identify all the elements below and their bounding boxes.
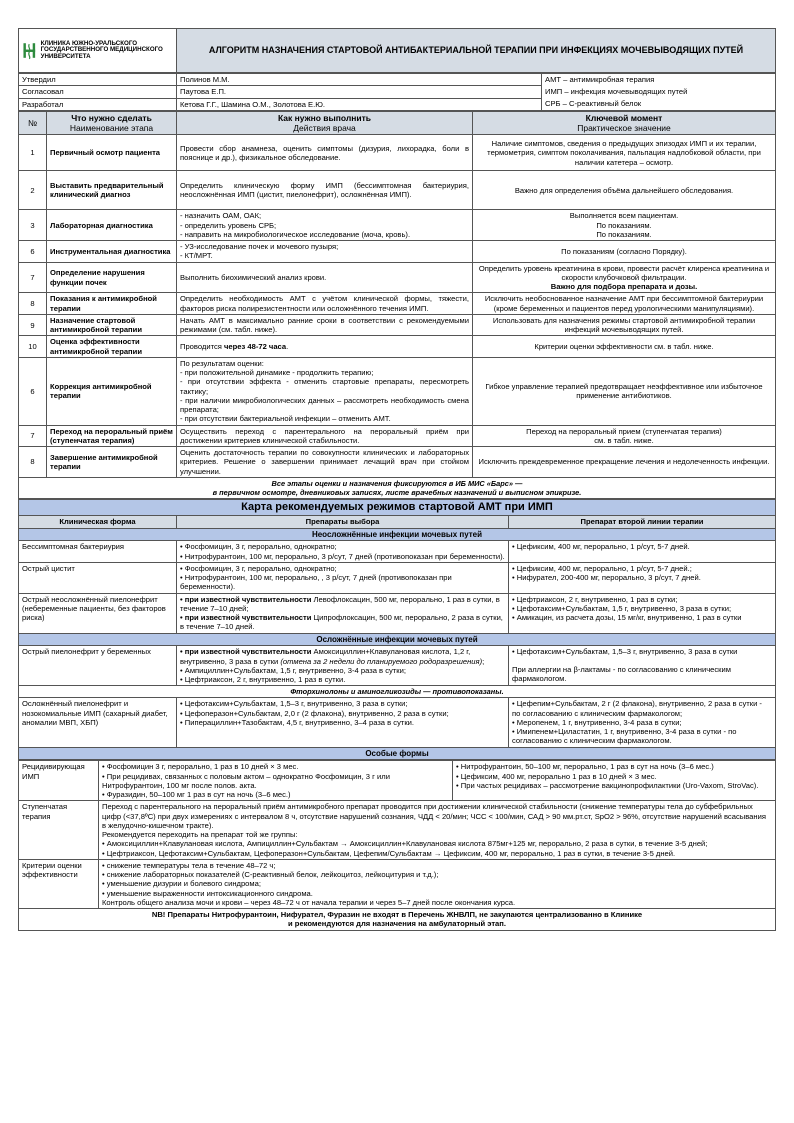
mis-note bbox=[19, 477, 776, 498]
step-action: Осуществить переход с парентерального на пероральный приём при достижении критериев клинической стабильности. bbox=[177, 425, 473, 447]
action-line: - назначить ОАМ, ОАК; bbox=[180, 211, 262, 221]
drug-condition: • при известной чувствительности bbox=[180, 613, 312, 623]
drug-line: • Имипенем+Циластатин, 1 г, внутривенно, 3-4 раза в сутки - по согласованию с клиническим фармакологом. bbox=[512, 727, 737, 746]
card-col-secondary: Препарат второй линии терапии bbox=[509, 516, 776, 528]
drug-condition: • при известной чувствительности bbox=[180, 647, 312, 657]
logo-cell bbox=[19, 29, 177, 73]
text-line: Рекомендуется переходить на препарат той же группы: bbox=[102, 830, 298, 840]
key-line: Выполняется всем пациентам. bbox=[569, 211, 679, 221]
drug-line: • При рецидивах, связанных с половым актом – однократно Фосфомицин, 3 г или Нитрофурантоин, 100 мг после полов. акта. bbox=[102, 771, 390, 790]
nb-line: и рекомендуются для назначения на амбулаторный этап. bbox=[288, 919, 506, 929]
col-step-title: Что нужно сделать bbox=[71, 112, 152, 123]
step-key: Гибкое управление терапией предотвращает неэффективное или избыточное применение антибиотиков. bbox=[473, 357, 776, 425]
table-row bbox=[19, 541, 776, 563]
action-line: - направить на микробиологическое исследование (моча, кровь). bbox=[180, 229, 411, 239]
step-key: Критерии оценки эффективности см. в табл. ниже. bbox=[473, 336, 776, 358]
step-name: Оценка эффективности антимикробной терапии bbox=[47, 336, 177, 358]
drug-line: • Нитрофурантоин, 50–100 мг, перорально, 1 раз в сут на ночь (3–6 мес.) bbox=[456, 762, 714, 772]
step-action bbox=[177, 241, 473, 263]
meta-value: Полинов М.М. bbox=[177, 74, 542, 86]
drug-line: • Цефотаксим+Сульбактам, 1,5–3 г, внутривенно, 3 раза в сутки bbox=[512, 647, 738, 657]
step-action: Определить клиническую форму ИМП (бессимптомная бактериурия, неосложнённая ИМП (цистит, пиелонефрит), осложнённая ИМП). bbox=[177, 171, 473, 210]
table-row bbox=[19, 262, 776, 293]
drug-text: Амоксициллин+Клавулановая кислота, 1,2 г, внутривенно, 3 раза в сутки bbox=[180, 647, 471, 666]
step-number: 6 bbox=[19, 357, 47, 425]
meta-label: Согласовал bbox=[19, 86, 177, 98]
drug-line: • Цефотаксим+Сульбактам, 1,5 г, внутривенно, 3 раза в сутки; bbox=[512, 603, 732, 613]
clinical-form: Острый неосложнённый пиелонефрит (небеременные пациенты, без факторов риска) bbox=[19, 593, 177, 633]
action-line: - при отсутствии эффекта - отменить стартовые препараты, пересмотреть тактику; bbox=[180, 377, 469, 396]
page-title: АЛГОРИТМ НАЗНАЧЕНИЯ СТАРТОВОЙ АНТИБАКТЕРИАЛЬНОЙ ТЕРАПИИ ПРИ ИНФЕКЦИЯХ МОЧЕВЫВОДЯЩИХ ПУТЕЙ bbox=[177, 29, 776, 73]
drug-line: • Нитрофурантоин, 100 мг, перорально, 3 р/сут, 7 дней (противопоказан при беременности). bbox=[180, 551, 505, 561]
drug-line: • Цефтриаксон, 2 г, внутривенно, 1 раз в сутки. bbox=[180, 675, 346, 685]
step-key: Исключить преждевременное прекращение лечения и недолеченность инфекции. bbox=[473, 447, 776, 478]
step-action: Определить необходимость АМТ с учётом клинической формы, тяжести, факторов риска полирезистентности или осложнённого течения ИМП. bbox=[177, 293, 473, 315]
drug-line bbox=[180, 595, 505, 614]
step-key: Наличие симптомов, сведения о предыдущих эпизодах ИМП и их терапии, термометрия, симптом поколачивания, пальпация надлобковой области, при наличии катетера – осмотр. bbox=[473, 135, 776, 171]
criteria-text bbox=[99, 859, 776, 908]
document-sheet bbox=[18, 28, 776, 931]
step-name: Показания к антимикробной терапии bbox=[47, 293, 177, 315]
step-action bbox=[177, 210, 473, 241]
card-title: Карта рекомендуемых режимов стартовой АМТ при ИМП bbox=[19, 500, 776, 516]
drug-line: • Пиперациллин+Тазобактам, 4,5 г, внутривенно, 3–4 раза в сутки. bbox=[180, 717, 415, 727]
action-line: - при положительной динамике - продолжить терапию; bbox=[180, 368, 374, 378]
stepdown-text bbox=[99, 801, 776, 860]
mis-note-line: Все этапы оценки и назначения фиксируются в ИБ МИС «Барс» — bbox=[271, 478, 523, 488]
step-name: Выставить предварительный клинический диагноз bbox=[47, 171, 177, 210]
drug-line: • Цефепим+Сульбактам, 2 г (2 флакона), внутривенно, 2 раза в сутки - по согласованию с клиническим фармакологом; bbox=[512, 699, 762, 718]
action-text: . bbox=[286, 342, 289, 352]
text-line: • Амоксициллин+Клавулановая кислота, Ампициллин+Сульбактам → Амоксициллин+Клавулановая кислота 875мг+125 мг, перорально, 2 раза в сутки, в течение 3-5 дней; bbox=[102, 839, 708, 849]
step-key: Использовать для назначения режимы стартовой антимикробной терапии инфекций мочевыводящих путей. bbox=[473, 314, 776, 336]
action-line: - КТ/МРТ. bbox=[180, 251, 213, 261]
step-number: 7 bbox=[19, 425, 47, 447]
clinical-form: Острый пиелонефрит у беременных bbox=[19, 646, 177, 686]
col-action-title: Как нужно выполнить bbox=[277, 112, 372, 123]
step-action: Выполнить биохимический анализ крови. bbox=[177, 262, 473, 293]
step-number: 7 bbox=[19, 262, 47, 293]
col-key-subtitle: Практическое значение bbox=[577, 123, 671, 134]
table-row bbox=[19, 646, 776, 686]
clinical-form: Бессимптомная бактериурия bbox=[19, 541, 177, 563]
meta-value: Паутова Е.П. bbox=[177, 86, 542, 98]
step-number: 2 bbox=[19, 171, 47, 210]
table-row bbox=[19, 336, 776, 358]
table-row bbox=[19, 859, 776, 908]
table-row bbox=[19, 314, 776, 336]
clinical-form: Критерии оценки эффективности bbox=[19, 859, 99, 908]
clinical-form: Рецидивирующая ИМП bbox=[19, 761, 99, 801]
drug-line: • Цефиксим, 400 мг, перорально, 1 р/сут, 5-7 дней. bbox=[512, 542, 690, 552]
secondary-drugs bbox=[509, 698, 776, 747]
table-row bbox=[19, 698, 776, 747]
table-row bbox=[19, 562, 776, 593]
table-row bbox=[19, 447, 776, 478]
clinical-form: Острый цистит bbox=[19, 562, 177, 593]
drug-line bbox=[180, 647, 505, 666]
drug-line: • Фосфомицин, 3 г, перорально, однократно; bbox=[180, 542, 337, 552]
drug-text: ; bbox=[482, 656, 485, 666]
abbr-item: ИМП – инфекция мочевыводящих путей bbox=[542, 86, 776, 98]
text-line: Переход с парентерального на пероральный приём антимикробного препарат проводится при достижении клинической стабильности (снижение температуры тела до субфебрильных цифр (<37,8ºС) при двух измерениях с интервалом 8 ч, отсутствие нарушений сознания, ЧДД < 20/мин; ЧСС < 100/мин, САД > 90 мм.рт.ст, SpO2 > 96%, отсутствие нарушений всасывания в желудочно-кишечном тракте). bbox=[102, 802, 766, 830]
action-line: - при отсутствии бактериальной инфекции – отменить АМТ. bbox=[180, 414, 391, 424]
text-line: • снижение температуры тела в течение 48–72 ч; bbox=[102, 860, 276, 870]
drug-line: • Цефиксим, 400 мг, перорально, 1 р/сут, 5-7 дней.; bbox=[512, 563, 692, 573]
action-line: По результатам оценки: bbox=[180, 358, 264, 368]
clinic-logo-icon bbox=[22, 33, 37, 69]
drug-line: • Фосфомицин, 3 г, перорально, однократно; bbox=[180, 563, 337, 573]
step-number: 8 bbox=[19, 447, 47, 478]
key-line: По показаниям. bbox=[596, 229, 652, 239]
secondary-drugs bbox=[509, 593, 776, 633]
text-line: • уменьшение дизурии и болевого синдрома; bbox=[102, 879, 261, 889]
step-name: Переход на пероральный приём (ступенчатая терапия) bbox=[47, 425, 177, 447]
secondary-drugs bbox=[509, 646, 776, 686]
card-col-primary: Препараты выбора bbox=[177, 516, 509, 528]
step-key bbox=[473, 425, 776, 447]
key-text: Переход на пероральный прием (ступенчатая терапия) bbox=[526, 426, 722, 436]
clinical-form: Осложнённый пиелонефрит и нозокомиальные ИМП (сахарный диабет, аномалии МВП, ХБП) bbox=[19, 698, 177, 747]
nb-line: NB! Препараты Нитрофурантоин, Нифурател, Фуразин не входят в Перечень ЖНВЛП, не закупаются централизованно в Клинике bbox=[151, 910, 643, 920]
section-complicated: Осложнённые инфекции мочевых путей bbox=[19, 633, 776, 646]
col-step-subtitle: Наименование этапа bbox=[69, 123, 154, 134]
col-action-header bbox=[177, 111, 473, 135]
table-row bbox=[19, 241, 776, 263]
drug-line: • При частых рецидивах – рассмотрение вакцинопрофилактики (Uro-Vaxom, StroVac). bbox=[456, 780, 759, 790]
drug-text: Левофлоксацин, 500 мг, перорально, 1 раз в сутки, в течение 7–10 дней; bbox=[180, 594, 500, 613]
step-action bbox=[177, 357, 473, 425]
logo-text: КЛИНИКА ЮЖНО-УРАЛЬСКОГО ГОСУДАРСТВЕННОГО МЕДИЦИНСКОГО УНИВЕРСИТЕТА bbox=[40, 39, 163, 60]
step-number: 10 bbox=[19, 336, 47, 358]
text-line: Контроль общего анализа мочи и крови – через 48–72 ч от начала терапии и через 5–7 дней после окончания курса. bbox=[102, 897, 516, 907]
text-line: • Цефтриаксон, Цефотаксим+Сульбактам, Цефоперазон+Сульбактам, Цефепим/Сульбактам → Цефиксим, 400 мг, перорально, 1 раз в сутки, в течение 3-5 дней. bbox=[102, 848, 676, 858]
key-bold: Важно для подбора препарата и дозы. bbox=[550, 282, 698, 292]
step-key bbox=[473, 210, 776, 241]
abbr-item: АМТ – антимикробная терапия bbox=[542, 74, 776, 86]
col-key-header bbox=[473, 111, 776, 135]
meta-table bbox=[18, 73, 776, 111]
table-row bbox=[19, 171, 776, 210]
primary-drugs bbox=[177, 646, 509, 686]
action-line: - при наличии микробиологических данных – рассмотреть необходимость смена препарата; bbox=[180, 395, 469, 415]
step-key: Исключить необоснованное назначение АМТ при бессимптомной бактериурии (кроме беременных и пациентов перед урологическими манипуляциями). bbox=[473, 293, 776, 315]
step-number: 1 bbox=[19, 135, 47, 171]
action-line: - УЗ-исследование почек и мочевого пузыря; bbox=[180, 242, 339, 252]
step-action: Провести сбор анамнеза, оценить симптомы (дизурия, лихорадка, боли в пояснице и др.), физикальное обследование. bbox=[177, 135, 473, 171]
card-col-form: Клиническая форма bbox=[19, 516, 177, 528]
action-line: - определить уровень СРБ; bbox=[180, 220, 277, 230]
primary-drugs bbox=[177, 562, 509, 593]
step-number: 8 bbox=[19, 293, 47, 315]
primary-drugs bbox=[177, 593, 509, 633]
table-row bbox=[19, 425, 776, 447]
meta-label: Утвердил bbox=[19, 74, 177, 86]
drug-note: (отмена за 2 недели до планируемого родоразрешения) bbox=[280, 656, 483, 666]
clinical-form: Ступенчатая терапия bbox=[19, 801, 99, 860]
primary-drugs bbox=[99, 761, 453, 801]
table-row bbox=[19, 293, 776, 315]
algorithm-table bbox=[18, 111, 776, 499]
drug-line: • Меропенем, 1 г, внутривенно, 3-4 раза в сутки; bbox=[512, 717, 682, 727]
drug-condition: • при известной чувствительности bbox=[180, 594, 312, 604]
primary-drugs bbox=[177, 698, 509, 747]
step-name: Определение нарушения функции почек bbox=[47, 262, 177, 293]
drug-line: • Ампициллин+Сульбактам, 1,5 г, внутривенно, 3-4 раза в сутки; bbox=[180, 665, 406, 675]
step-key: По показаниям (согласно Порядку). bbox=[473, 241, 776, 263]
header-table bbox=[18, 28, 776, 73]
mis-note-line: в первичном осмотре, дневниковых записях, листе врачебных назначений и выписном эпикризе. bbox=[212, 488, 582, 497]
meta-value: Кетова Г.Г., Шамина О.М., Золотова Е.Ю. bbox=[177, 98, 542, 110]
step-number: 6 bbox=[19, 241, 47, 263]
action-text: Проводится bbox=[180, 342, 224, 352]
drug-line: При аллергии на β-лактамы - по согласованию с клиническим фармакологом. bbox=[512, 664, 731, 683]
step-name: Коррекция антимикробной терапии bbox=[47, 357, 177, 425]
drug-line: • Нифурател, 200-400 мг, перорально, 3 р/сут, 7 дней. bbox=[512, 573, 701, 583]
table-row bbox=[19, 135, 776, 171]
drug-line: • Цефиксим, 400 мг, перорально 1 раз в 10 дней × 3 мес. bbox=[456, 771, 657, 781]
action-bold: через 48-72 часа bbox=[224, 342, 287, 352]
drug-line bbox=[180, 613, 505, 632]
drug-line: • Нитрофурантоин, 100 мг, перорально, , 3 р/сут, 7 дней (противопоказан при беременности). bbox=[180, 573, 452, 592]
key-text: Определить уровень креатинина в крови, провести расчёт клиренса креатинина и скорости клубочковой фильтрации. bbox=[478, 263, 770, 282]
step-key bbox=[473, 262, 776, 293]
step-name: Первичный осмотр пациента bbox=[47, 135, 177, 171]
col-key-title: Ключевой момент bbox=[585, 112, 663, 123]
table-row bbox=[19, 801, 776, 860]
step-name: Лабораторная диагностика bbox=[47, 210, 177, 241]
drug-line: • Фосфомицин 3 г, перорально, 1 раз в 10 дней × 3 мес. bbox=[102, 762, 299, 772]
step-key: Важно для определения объёма дальнейшего обследования. bbox=[473, 171, 776, 210]
table-row bbox=[19, 761, 776, 801]
table-row bbox=[19, 210, 776, 241]
drug-line: • Цефотаксим+Сульбактам, 1,5–3 г, внутривенно, 3 раза в сутки; bbox=[180, 699, 408, 709]
step-number: 9 bbox=[19, 314, 47, 336]
drug-line: • Амикацин, из расчета дозы, 15 мг/кг, внутривенно, 1 раз в сутки bbox=[512, 613, 742, 623]
step-name: Завершение антимикробной терапии bbox=[47, 447, 177, 478]
step-name: Назначение стартовой антимикробной терапии bbox=[47, 314, 177, 336]
text-line: • уменьшение выраженности интоксикационного синдрома. bbox=[102, 888, 313, 898]
meta-label: Разработал bbox=[19, 98, 177, 110]
step-action bbox=[177, 336, 473, 358]
regimens-table bbox=[18, 499, 776, 760]
secondary-drugs bbox=[453, 761, 776, 801]
secondary-drugs bbox=[509, 541, 776, 563]
col-step-header bbox=[47, 111, 177, 135]
drug-line: • Фуразидин, 50–100 мг 1 раз в сут на ночь (3–6 мес.) bbox=[102, 790, 291, 800]
key-text: см. в табл. ниже. bbox=[594, 435, 654, 445]
section-uncomplicated: Неосложнённые инфекции мочевых путей bbox=[19, 528, 776, 541]
key-line: По показаниям. bbox=[596, 220, 652, 230]
step-number: 3 bbox=[19, 210, 47, 241]
section-special: Особые формы bbox=[19, 747, 776, 760]
primary-drugs bbox=[177, 541, 509, 563]
secondary-drugs bbox=[509, 562, 776, 593]
drug-line: • Цефоперазон+Сульбактам, 2,0 г (2 флакона), внутривенно, 2 раза в сутки; bbox=[180, 708, 449, 718]
drug-line: • Цефтриаксон, 2 г, внутривенно, 1 раз в сутки; bbox=[512, 594, 678, 604]
fluoroquinolone-warning: Фторхинолоны и аминогликозиды — противопоказаны. bbox=[19, 686, 776, 698]
abbr-item: СРБ – С-реактивный белок bbox=[542, 98, 776, 110]
special-table bbox=[18, 760, 776, 930]
step-action: Начать АМТ в максимально ранние сроки в соответствии с рекомендуемыми режимами (см. табл. ниже). bbox=[177, 314, 473, 336]
text-line: • снижение лабораторных показателей (С-реактивный белок, лейкоцитоз, лейкоцитурия и т.д.); bbox=[102, 870, 439, 880]
step-action: Оценить достаточность терапии по совокупности клинических и лабораторных критериев. Решение о завершении принимает лечащий врач при стойком улучшении. bbox=[177, 447, 473, 478]
nb-note bbox=[19, 909, 776, 931]
step-name: Инструментальная диагностика bbox=[47, 241, 177, 263]
col-num-header: № bbox=[19, 111, 47, 135]
table-row bbox=[19, 357, 776, 425]
drug-text: Ципрофлоксацин, 500 мг, перорально, 2 раза в сутки, в течение 7–10 дней. bbox=[180, 613, 503, 632]
col-action-subtitle: Действия врача bbox=[293, 123, 356, 134]
table-row bbox=[19, 593, 776, 633]
